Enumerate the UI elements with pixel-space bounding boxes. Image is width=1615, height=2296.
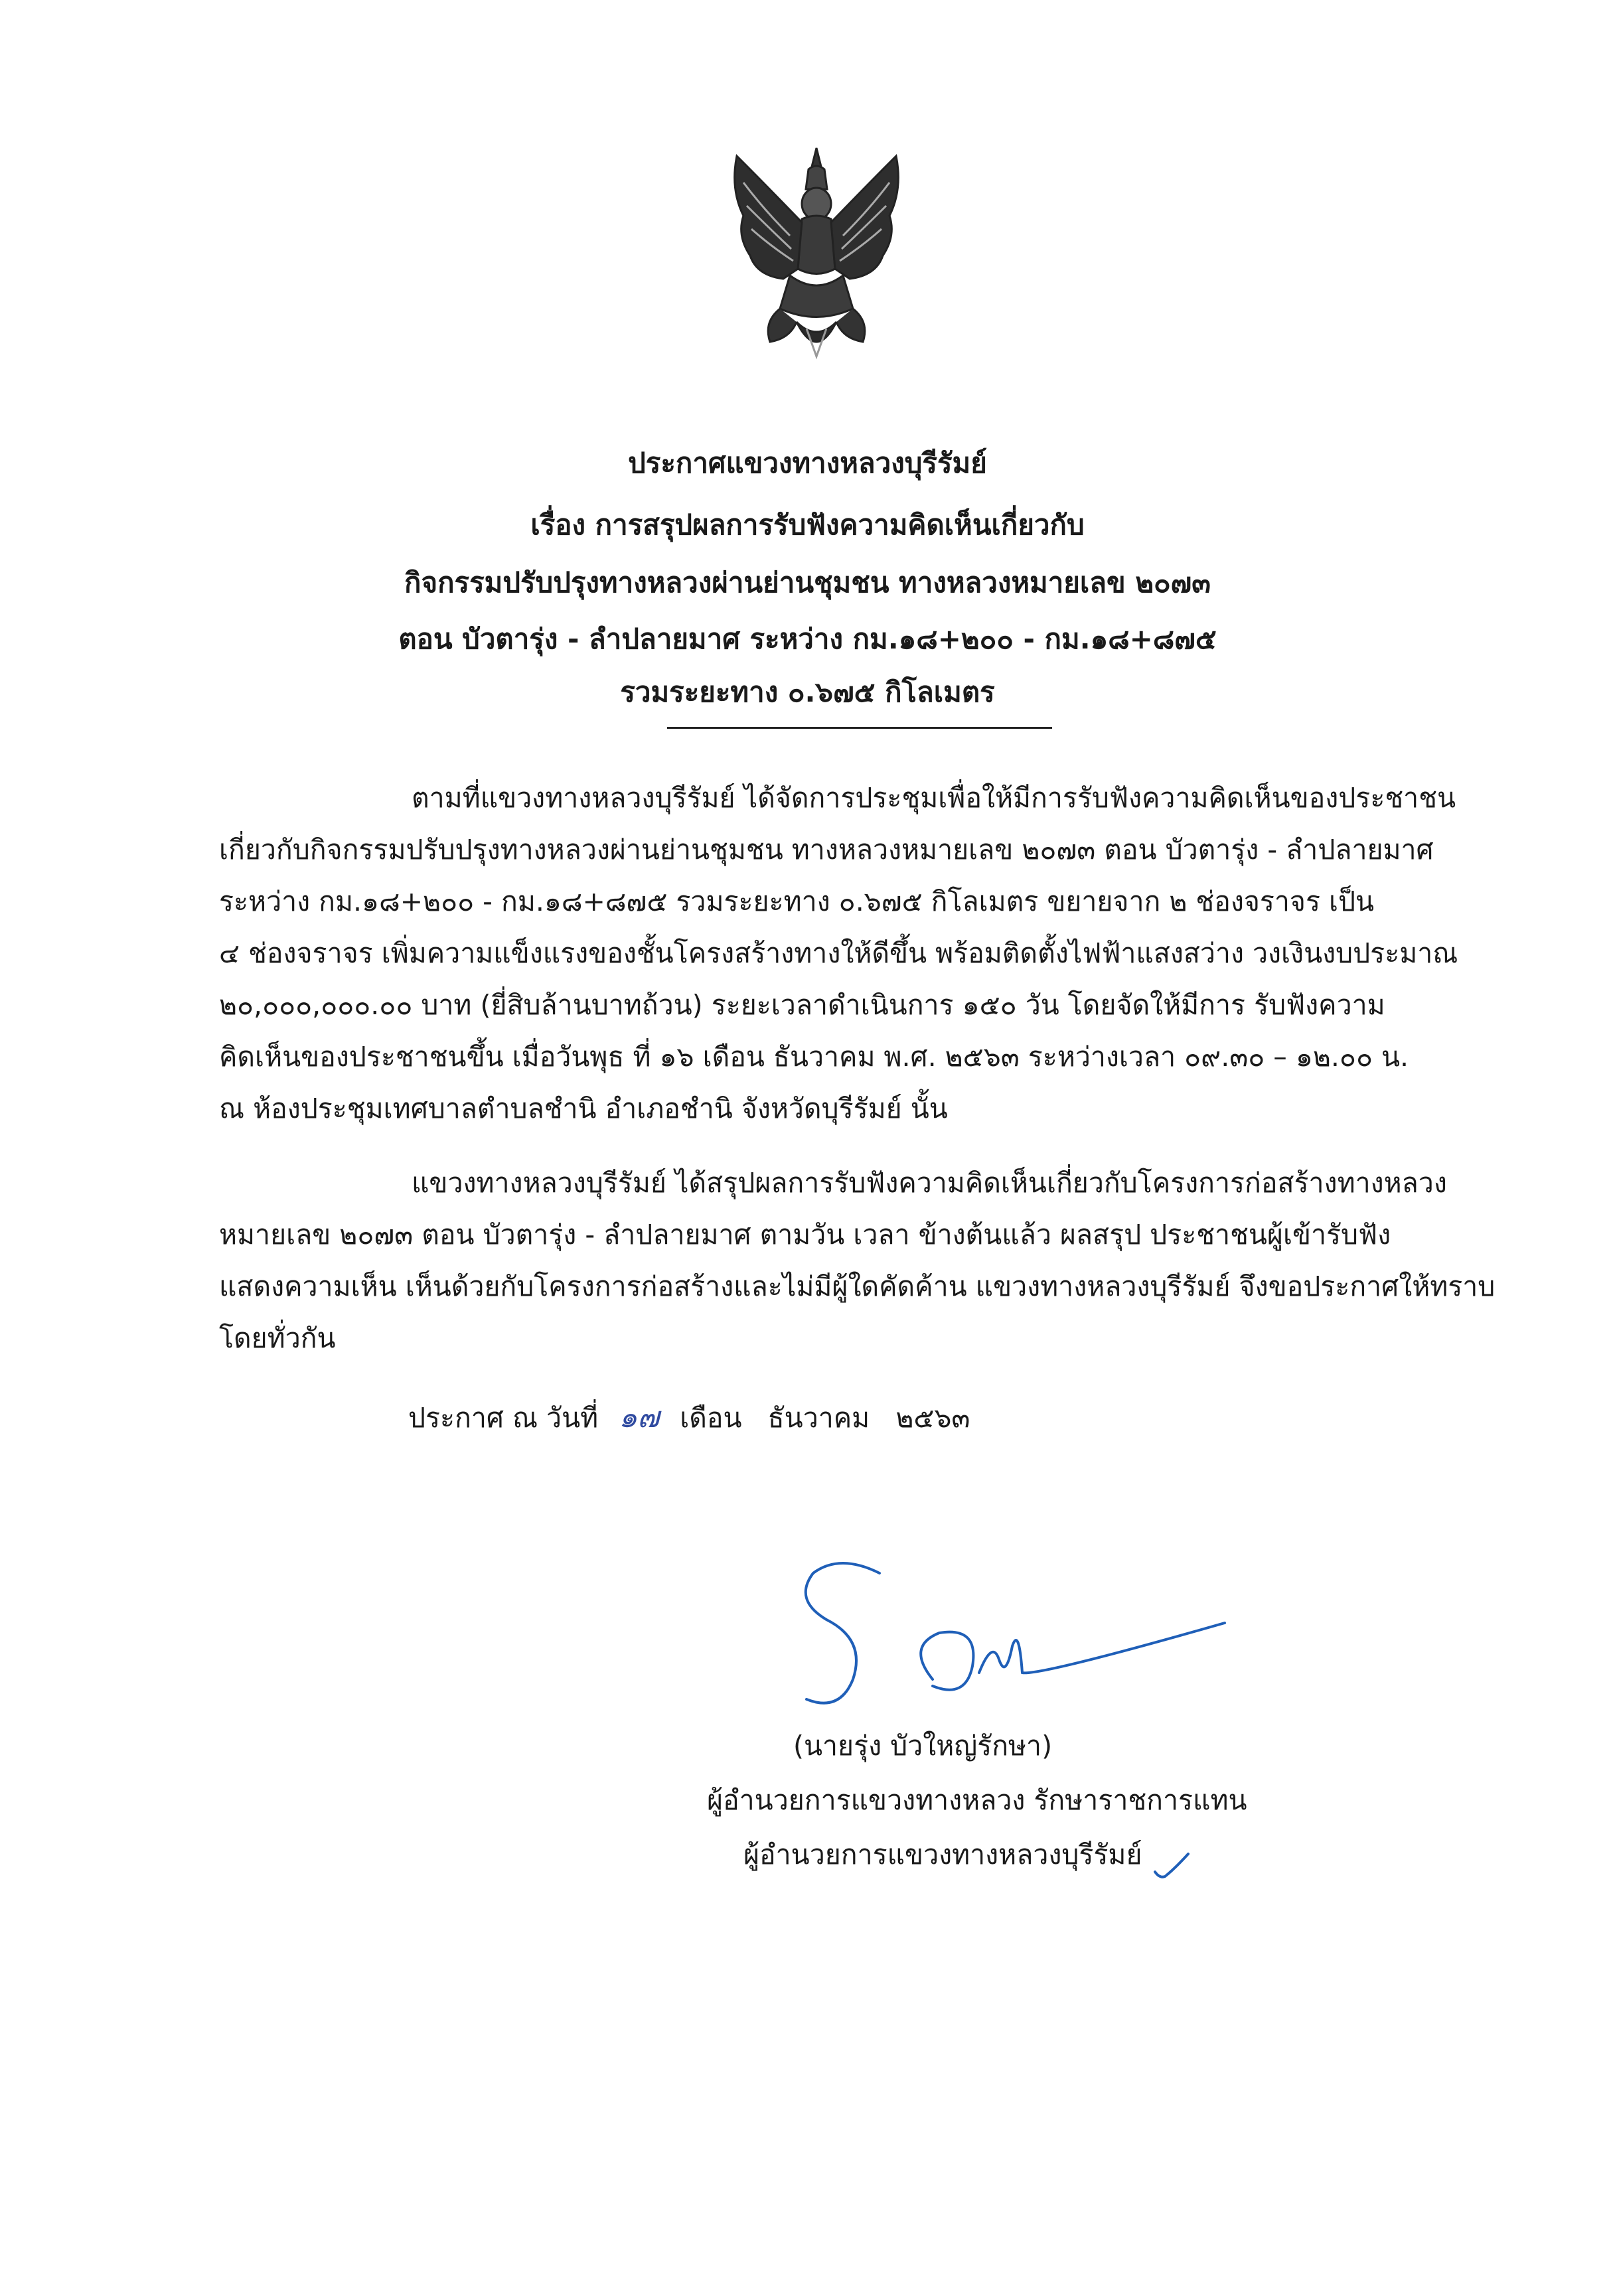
announce-date [408,1394,970,1440]
paragraph-line: ณ ห้องประชุมเทศบาลตำบลชำนิ อำเภอชำนิ จังหวัดบุรีรัมย์ นั้น [219,1093,948,1124]
signatory-name: (นายรุ่ง บัวใหญ่รักษา) [793,1730,1053,1762]
garuda-emblem-icon [717,143,916,362]
document-section: ตอน บัวตารุ่ง - ลำปลายมาศ ระหว่าง กม.๑๘+๒๐๐ - กม.๑๘+๘๗๕ [398,623,1217,655]
heading-divider [667,727,1052,729]
paragraph-line: แสดงความเห็น เห็นด้วยกับโครงการก่อสร้างและไม่มีผู้ใดคัดค้าน แขวงทางหลวงบุรีรัมย์ จึงขอประกาศให้ทราบ [219,1270,1496,1302]
paragraph-line: คิดเห็นของประชาชนขึ้น เมื่อวันพุธ ที่ ๑๖ เดือน ธันวาคม พ.ศ. ๒๕๖๓ ระหว่างเวลา ๐๙.๓๐ – ๑๒.๐๐ น. [219,1041,1409,1073]
announce-year: ๒๕๖๓ [895,1402,970,1434]
paragraph-line: โดยทั่วกัน [219,1322,336,1354]
paragraph-line: ระหว่าง กม.๑๘+๒๐๐ - กม.๑๘+๘๗๕ รวมระยะทาง ๐.๖๗๕ กิโลเมตร ขยายจาก ๒ ช่องจราจร เป็น [219,885,1375,917]
announce-prefix: ประกาศ ณ วันที่ [408,1402,599,1434]
document-activity: กิจกรรมปรับปรุงทางหลวงผ่านย่านชุมชน ทางหลวงหมายเลข ๒๐๗๓ [404,566,1211,599]
signatory-position-2: ผู้อำนวยการแขวงทางหลวงบุรีรัมย์ [743,1839,1142,1871]
document-subject: เรื่อง การสรุปผลการรับฟังความคิดเห็นเกี่ยวกับ [530,508,1085,541]
signatory-position-1: ผู้อำนวยการแขวงทางหลวง รักษาราชการแทน [707,1784,1247,1816]
paragraph-line: ๒๐,๐๐๐,๐๐๐.๐๐ บาท (ยี่สิบล้านบาทถ้วน) ระยะเวลาดำเนินการ ๑๕๐ วัน โดยจัดให้มีการ รับฟังความ [219,989,1385,1021]
signature-icon [787,1547,1238,1726]
announce-month-label: เดือน [680,1402,742,1434]
paragraph-line: หมายเลข ๒๐๗๓ ตอน บัวตารุ่ง - ลำปลายมาศ ตามวัน เวลา ข้างต้นแล้ว ผลสรุป ประชาชนผู้เข้ารับฟัง [219,1219,1391,1251]
announce-month: ธันวาคม [767,1402,870,1434]
document-title: ประกาศแขวงทางหลวงบุรีรัมย์ [628,447,987,479]
paragraph-line: เกี่ยวกับกิจกรรมปรับปรุงทางหลวงผ่านย่านชุมชน ทางหลวงหมายเลข ๒๐๗๓ ตอน บัวตารุ่ง - ลำปลายมาศ [219,834,1434,866]
check-mark-icon [1152,1849,1192,1882]
announce-day-handwritten: ๑๗ [619,1401,660,1434]
paragraph-line: ๔ ช่องจราจร เพิ่มความแข็งแรงของชั้นโครงสร้างทางให้ดีขึ้น พร้อมติดตั้งไฟฟ้าแสงสว่าง วงเงินงบประมาณ [219,937,1458,969]
document-distance: รวมระยะทาง ๐.๖๗๕ กิโลเมตร [620,676,995,708]
paragraph-line: แขวงทางหลวงบุรีรัมย์ ได้สรุปผลการรับฟังความคิดเห็นเกี่ยวกับโครงการก่อสร้างทางหลวง [412,1167,1447,1199]
paragraph-line: ตามที่แขวงทางหลวงบุรีรัมย์ ได้จัดการประชุมเพื่อให้มีการรับฟังความคิดเห็นของประชาชน [412,782,1456,814]
